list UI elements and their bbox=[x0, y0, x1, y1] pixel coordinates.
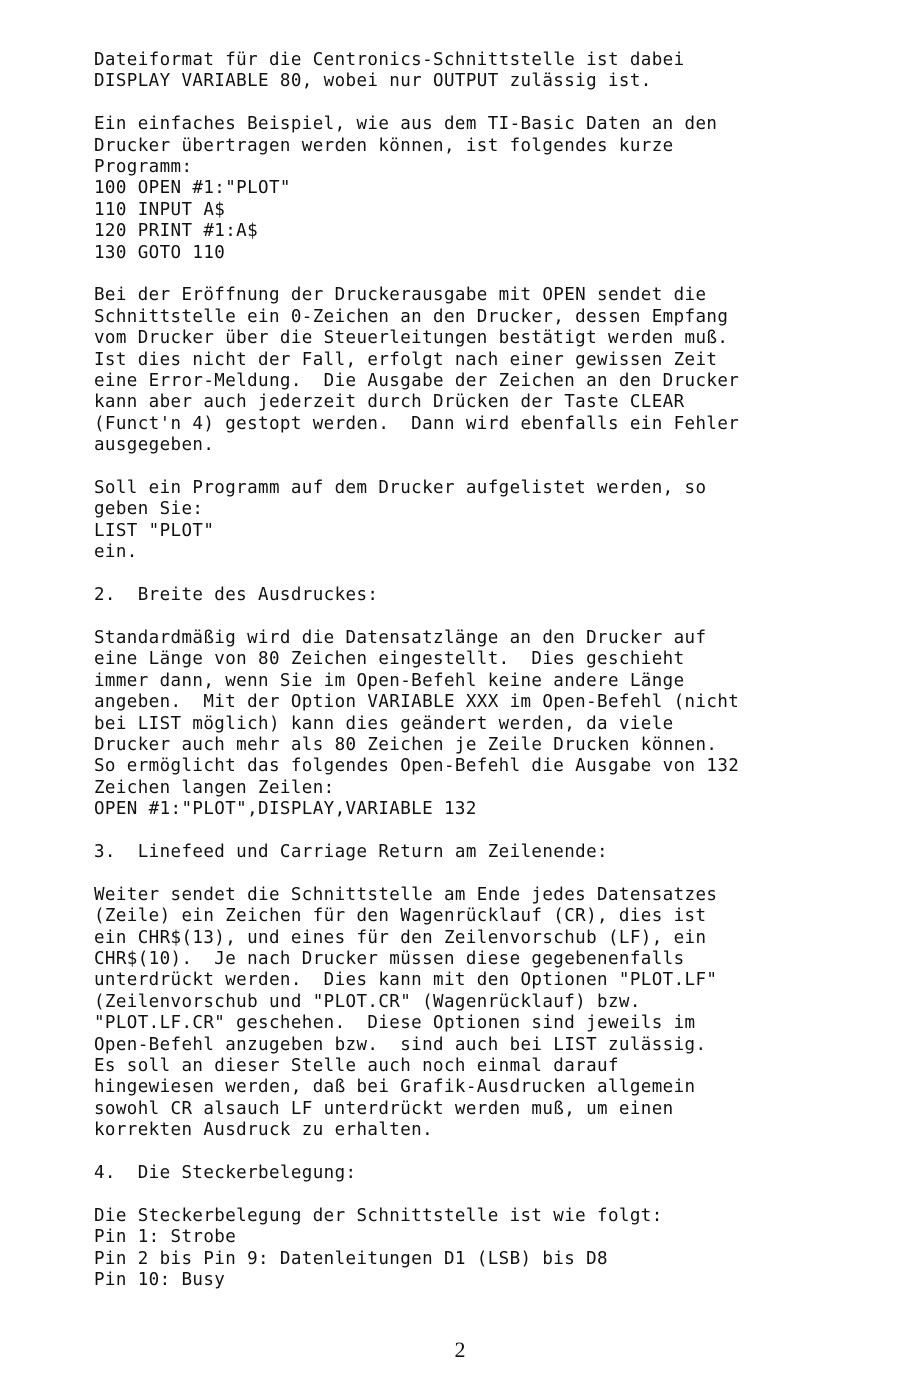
paragraph bbox=[94, 50, 884, 93]
text-line: Standardmäßig wird die Datensatzlänge an den Drucker auf bbox=[94, 627, 707, 648]
paragraph bbox=[94, 285, 884, 456]
text-line: ein CHR$(13), und eines für den Zeilenvorschub (LF), ein bbox=[94, 927, 707, 948]
text-line: eine Error-Meldung. Die Ausgabe der Zeichen an den Drucker bbox=[94, 371, 740, 392]
text-line: Programm: bbox=[94, 157, 193, 178]
paragraph-gap bbox=[94, 863, 884, 884]
paragraph-gap bbox=[94, 1142, 884, 1163]
text-line: immer dann, wenn Sie im Open-Befehl keine andere Länge bbox=[94, 670, 685, 691]
text-line: Zeichen langen Zeilen: bbox=[94, 777, 335, 798]
paragraph bbox=[94, 1163, 884, 1184]
paragraph-gap bbox=[94, 564, 884, 585]
paragraph-gap bbox=[94, 1184, 884, 1205]
text-line: "PLOT.LF.CR" geschehen. Diese Optionen sind jeweils im bbox=[94, 1013, 696, 1034]
text-line: 100 OPEN #1:"PLOT" bbox=[94, 178, 291, 199]
text-line: So ermöglicht das folgendes Open-Befehl die Ausgabe von 132 bbox=[94, 756, 740, 777]
text-line: Soll ein Programm auf dem Drucker aufgelistet werden, so bbox=[94, 478, 707, 499]
page-body bbox=[94, 50, 884, 1291]
text-line: (Funct'n 4) gestopt werden. Dann wird ebenfalls ein Fehler bbox=[94, 413, 740, 434]
text-line: 110 INPUT A$ bbox=[94, 199, 226, 220]
text-line: unterdrückt werden. Dies kann mit den Optionen "PLOT.LF" bbox=[94, 970, 718, 991]
text-line: Open-Befehl anzugeben bzw. sind auch bei LIST zulässig. bbox=[94, 1034, 707, 1055]
text-line: (Zeile) ein Zeichen für den Wagenrücklauf (CR), dies ist bbox=[94, 906, 707, 927]
paragraph bbox=[94, 628, 884, 821]
text-line: Bei der Eröffnung der Druckerausgabe mit OPEN sendet die bbox=[94, 285, 707, 306]
page-number: 2 bbox=[454, 1337, 466, 1362]
text-line: ausgegeben. bbox=[94, 435, 215, 456]
text-line: 130 GOTO 110 bbox=[94, 242, 226, 263]
paragraph bbox=[94, 585, 884, 606]
text-line: geben Sie: bbox=[94, 499, 204, 520]
text-line: eine Länge von 80 Zeichen eingestellt. Dies geschieht bbox=[94, 649, 685, 670]
text-line: CHR$(10). Je nach Drucker müssen diese gegebenenfalls bbox=[94, 948, 685, 969]
text-line: kann aber auch jederzeit durch Drücken der Taste CLEAR bbox=[94, 392, 685, 413]
paragraph-gap bbox=[94, 607, 884, 628]
text-line: vom Drucker über die Steuerleitungen bestätigt werden muß. bbox=[94, 328, 729, 349]
text-line: Schnittstelle ein 0-Zeichen an den Drucker, dessen Empfang bbox=[94, 306, 729, 327]
text-line: hingewiesen werden, daß bei Grafik-Ausdrucken allgemein bbox=[94, 1077, 696, 1098]
text-line: 4. Die Steckerbelegung: bbox=[94, 1163, 357, 1183]
text-line: Drucker auch mehr als 80 Zeichen je Zeile Drucken können. bbox=[94, 734, 718, 755]
text-line: Ist dies nicht der Fall, erfolgt nach einer gewissen Zeit bbox=[94, 349, 718, 370]
text-line: (Zeilenvorschub und "PLOT.CR" (Wagenrücklauf) bzw. bbox=[94, 991, 641, 1012]
text-line: DISPLAY VARIABLE 80, wobei nur OUTPUT zulässig ist. bbox=[94, 71, 652, 92]
paragraph-gap bbox=[94, 821, 884, 842]
text-line: Pin 2 bis Pin 9: Datenleitungen D1 (LSB) bis D8 bbox=[94, 1248, 608, 1269]
paragraph-gap bbox=[94, 93, 884, 114]
paragraph bbox=[94, 478, 884, 564]
text-line: Ein einfaches Beispiel, wie aus dem TI-Basic Daten an den bbox=[94, 114, 718, 135]
text-line: korrekten Ausdruck zu erhalten. bbox=[94, 1120, 434, 1141]
text-line: angeben. Mit der Option VARIABLE XXX im Open-Befehl (nicht bbox=[94, 692, 740, 713]
paragraph bbox=[94, 114, 884, 264]
text-line: Dateiformat für die Centronics-Schnittstelle ist dabei bbox=[94, 50, 685, 70]
text-line: bei LIST möglich) kann dies geändert werden, da viele bbox=[94, 713, 674, 734]
text-line: Weiter sendet die Schnittstelle am Ende jedes Datensatzes bbox=[94, 884, 718, 905]
paragraph-gap bbox=[94, 457, 884, 478]
text-line: LIST "PLOT" bbox=[94, 520, 215, 541]
text-line: ein. bbox=[94, 542, 138, 563]
text-line: 3. Linefeed und Carriage Return am Zeilenende: bbox=[94, 841, 608, 862]
text-line: Drucker übertragen werden können, ist folgendes kurze bbox=[94, 135, 674, 156]
text-line: Pin 10: Busy bbox=[94, 1270, 226, 1291]
paragraph bbox=[94, 1206, 884, 1292]
text-line: 2. Breite des Ausdruckes: bbox=[94, 585, 379, 606]
text-line: OPEN #1:"PLOT",DISPLAY,VARIABLE 132 bbox=[94, 799, 477, 820]
paragraph bbox=[94, 842, 884, 863]
paragraph-gap bbox=[94, 264, 884, 285]
paragraph bbox=[94, 885, 884, 1142]
text-line: sowohl CR alsauch LF unterdrückt werden muß, um einen bbox=[94, 1098, 674, 1119]
text-line: Es soll an dieser Stelle auch noch einmal darauf bbox=[94, 1055, 619, 1076]
text-line: Pin 1: Strobe bbox=[94, 1227, 237, 1248]
text-line: Die Steckerbelegung der Schnittstelle ist wie folgt: bbox=[94, 1205, 663, 1226]
text-line: 120 PRINT #1:A$ bbox=[94, 221, 259, 242]
